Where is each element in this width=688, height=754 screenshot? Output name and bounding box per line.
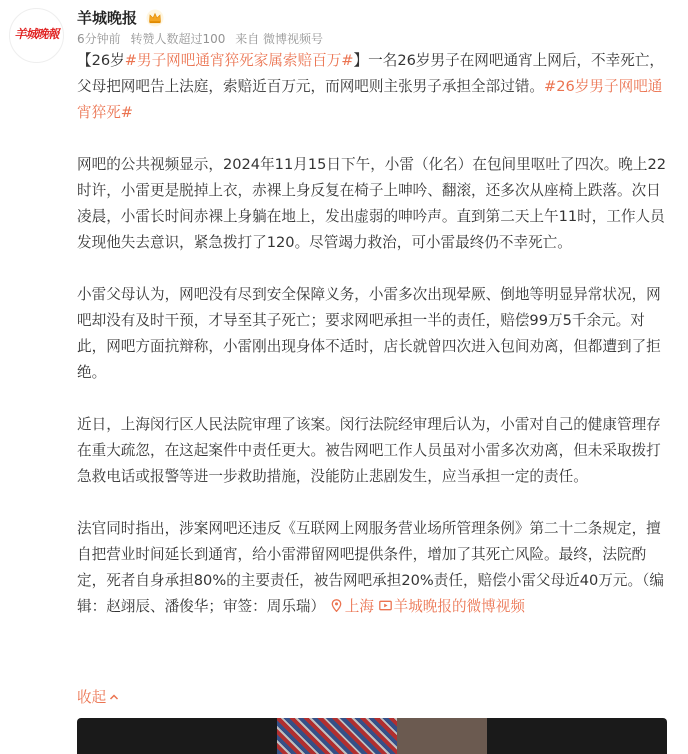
post-source[interactable]: 来自 微博视频号	[235, 32, 324, 46]
paragraph-parents-claim: 小雷父母认为，网吧没有尽到安全保障义务，小雷多次出现晕厥、倒地等明显异常状况，网吧却没有及时干预，才导至其子死亡；要求网吧承担一半的责任，赔偿99万5千余元。对此，网吧方面抗辩称，小雷刚出现身体不适时，店长就曾四次进入包间劝离，但都遭到了拒绝。	[77, 286, 661, 381]
avatar-logo-text: 羊城晚報	[14, 27, 59, 41]
hashtag-link[interactable]: #男子网吧通宵猝死家属索赔百万#	[124, 52, 354, 69]
chevron-up-icon	[108, 691, 120, 703]
repost-count: 转赞人数超过100	[130, 32, 226, 46]
location-pin-icon	[330, 599, 343, 612]
collapse-button[interactable]	[77, 685, 120, 711]
intro-paragraph	[77, 48, 667, 126]
intro-open: 【26岁	[77, 52, 125, 69]
user-name[interactable]: 羊城晚报	[77, 9, 138, 27]
crown-icon	[146, 9, 164, 27]
video-link-label: 羊城晚报的微博视频	[393, 598, 525, 615]
avatar[interactable]	[9, 8, 64, 63]
video-thumbnail[interactable]	[77, 718, 667, 754]
collapse-label: 收起	[77, 689, 107, 706]
video-frame-detail	[277, 718, 397, 754]
post-meta	[77, 31, 329, 47]
ruling-text: 法官同时指出，涉案网吧还违反《互联网上网服务营业场所管理条例》第二十二条规定，擅自把营业时间延长到通宵，给小雷滞留网吧提供条件，增加了其死亡风险。最终，法院酌定，死者自身承担80%的主要责任，被告网吧承担20%责任，赔偿小雷父母近40万元。（编辑：赵翊辰、潘俊华；审签：周乐瑞）	[77, 520, 664, 615]
hashtag-link-2[interactable]: #26岁男子网吧通宵猝死#	[77, 78, 663, 121]
location-link[interactable]	[330, 598, 374, 615]
post-time[interactable]: 6分钟前	[77, 32, 121, 46]
paragraph-video-evidence: 网吧的公共视频显示，2024年11月15日下午，小雷（化名）在包间里呕吐了四次。晚上22时许，小雷更是脱掉上衣，赤裸上身反复在椅子上呻吟、翻滚，还多次从座椅上跌落。次日凌晨，小雷长时间赤裸上身躺在地上，发出虚弱的呻吟声。直到第二天上午11时，工作人员发现他失去意识，紧急拨打了120。尽管竭力救治，可小雷最终仍不幸死亡。	[77, 156, 667, 251]
paragraph-ruling	[77, 516, 667, 620]
post-content	[77, 48, 667, 646]
video-icon	[379, 599, 392, 612]
location-label: 上海	[344, 598, 374, 615]
video-link[interactable]	[379, 598, 525, 615]
video-frame-person	[397, 718, 487, 754]
paragraph-court-review: 近日，上海闵行区人民法院审理了该案。闵行法院经审理后认为，小雷对自己的健康管理存在重大疏忽，在这起案件中责任更大。被告网吧工作人员虽对小雷多次劝离，但未采取拨打急救电话或报警等进一步救助措施，没能防止悲剧发生，应当承担一定的责任。	[77, 416, 661, 485]
intro-close: 】	[353, 52, 369, 69]
intro-text: 一名26岁男子在网吧通宵上网后，不幸死亡，父母把网吧告上法庭，索赔近百万元，而网吧则主张男子承担全部过错。	[77, 52, 665, 95]
